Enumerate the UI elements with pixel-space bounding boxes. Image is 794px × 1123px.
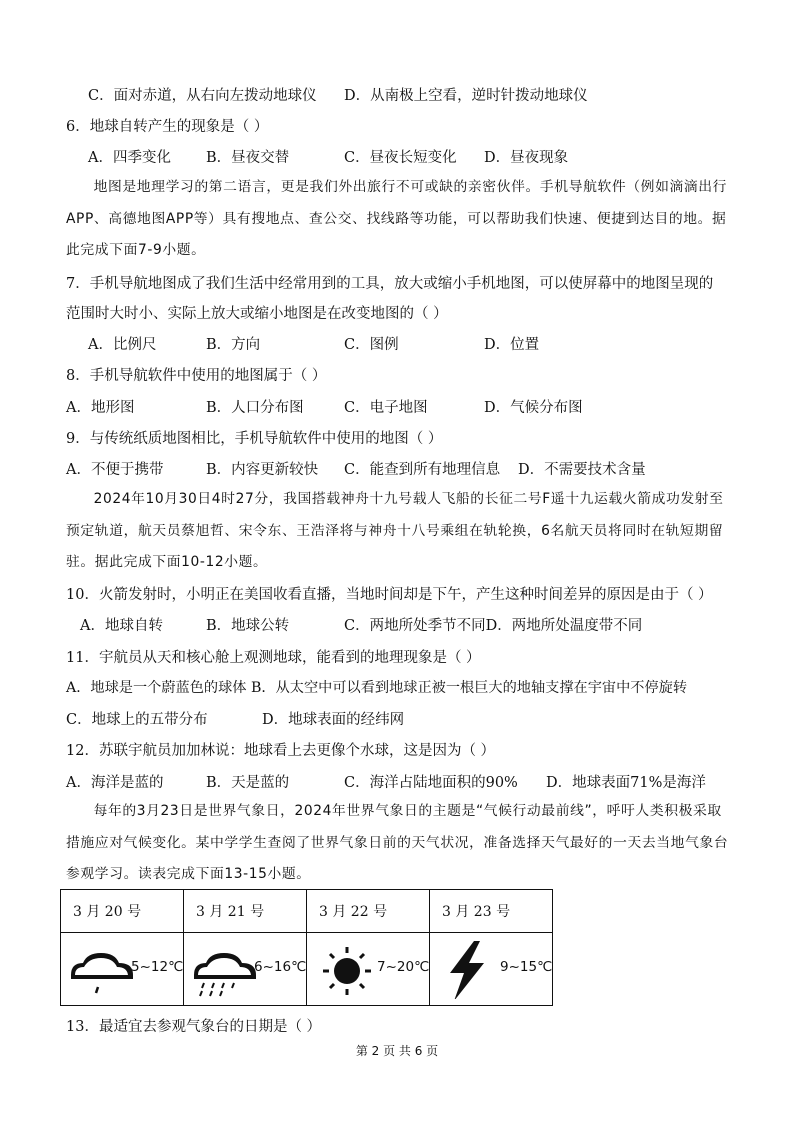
q10-option-b: B．地球公转 [206,618,290,634]
q10-stem: 10．火箭发射时，小明正在美国收看直播，当地时间却是下午，产生这种时间差异的原因是由于（ ） [66,587,713,603]
q11-stem: 11．宇航员从天和核心舱上观测地球，能看到的地理现象是（ ） [66,650,481,666]
q8-option-d: D．气候分布图 [484,400,583,416]
q8-option-a: A．地形图 [66,400,135,416]
passage-7-9: 地图是地理学习的第二语言，更是我们外出旅行不可或缺的亲密伙伴。手机导航软件（例如滴滴出行APP、高德地图APP等）具有搜地点、查公交、找线路等功能，可以帮助我们快速、便捷到达目的地。据此完成下面7-9小题。 [66,179,728,258]
page-footer: 第 2 页 共 6 页 [355,1044,439,1058]
q11-option-ab: A．地球是一个蔚蓝色的球体 B．从太空中可以看到地球正被一根巨大的地轴支撑在宇宙中不停旋转 [66,680,688,696]
q5-option-c: C．面对赤道，从右向左拨动地球仪 [88,88,317,104]
weather-date-cell: 3 月 23 号 [430,890,553,933]
q9-option-d: D．不需要技术含量 [518,462,646,478]
q7-option-a: A．比例尺 [88,337,157,353]
weather-temp: 5~12℃ [131,959,184,975]
q7-option-b: B．方向 [206,337,261,353]
weather-icon-cell [430,933,553,1006]
q8-stem: 8．手机导航软件中使用的地图属于（ ） [66,368,327,384]
moderate-rain-icon [190,939,260,999]
light-rain-icon [67,939,137,999]
q12-option-c: C．海洋占陆地面积的90% [344,775,518,791]
q8-option-c: C．电子地图 [344,400,428,416]
q5-option-d: D．从南极上空看，逆时针拨动地球仪 [344,88,588,104]
q6-option-c: C．昼夜长短变化 [344,150,457,166]
q10-option-a: A．地球自转 [80,618,163,634]
q6-option-d: D．昼夜现象 [484,150,569,166]
weather-date-cell: 3 月 20 号 [61,890,184,933]
q8-option-b: B．人口分布图 [206,400,304,416]
q6-option-b: B．昼夜交替 [206,150,290,166]
passage-10-12: 2024年10月30日4时27分，我国搭载神舟十九号载人飞船的长征二号F遥十九运载火箭成功发射至预定轨道，航天员蔡旭哲、宋令东、王浩泽将与神舟十八号乘组在轨轮换，6名航天员将同时在轨短期留驻。据此完成下面10-12小题。 [66,491,724,570]
thunderstorm-icon [436,939,506,999]
weather-date-cell: 3 月 21 号 [184,890,307,933]
weather-table [60,889,553,1006]
q12-stem: 12．苏联宇航员加加林说：地球看上去更像个水球，这是因为（ ） [66,743,496,759]
q11-option-c: C．地球上的五带分布 [66,712,208,728]
q12-option-a: A．海洋是蓝的 [66,775,164,791]
q7-stem-line2: 范围时大时小、实际上放大或缩小地图是在改变地图的（ ） [66,306,448,322]
q10-option-cd: C．两地所处季节不同D．两地所处温度带不同 [344,618,643,634]
weather-icon-cell [184,933,307,1006]
q7-option-c: C．图例 [344,337,399,353]
q9-stem: 9．与传统纸质地图相比，手机导航软件中使用的地图（ ） [66,431,443,447]
q7-stem-line1: 7．手机导航地图成了我们生活中经常用到的工具，放大或缩小手机地图，可以使屏幕中的地图呈现的 [66,276,714,292]
weather-temp: 6~16℃ [254,959,307,975]
q9-option-c: C．能查到所有地理信息 [344,462,501,478]
q9-option-a: A．不便于携带 [66,462,164,478]
q6-stem: 6．地球自转产生的现象是（ ） [66,119,269,135]
weather-temp: 7~20℃ [377,959,430,975]
weather-temp: 9~15℃ [500,959,553,975]
q12-option-b: B．天是蓝的 [206,775,290,791]
q13-stem: 13．最适宜去参观气象台的日期是（ ） [66,1019,322,1035]
q11-option-d: D．地球表面的经纬网 [262,712,405,728]
q6-option-a: A．四季变化 [88,150,171,166]
weather-date-cell: 3 月 22 号 [307,890,430,933]
q7-option-d: D．位置 [484,337,540,353]
q9-option-b: B．内容更新较快 [206,462,319,478]
sunny-icon [313,939,383,999]
weather-icon-cell [61,933,184,1006]
weather-icon-cell [307,933,430,1006]
q12-option-d: D．地球表面71%是海洋 [546,775,706,791]
passage-13-15: 每年的3月23日是世界气象日，2024年世界气象日的主题是“气候行动最前线”，呼吁人类积极采取措施应对气候变化。某中学学生查阅了世界气象日前的天气状况，准备选择天气最好的一天去当地气象台参观学习。读表完成下面13-15小题。 [66,803,729,882]
